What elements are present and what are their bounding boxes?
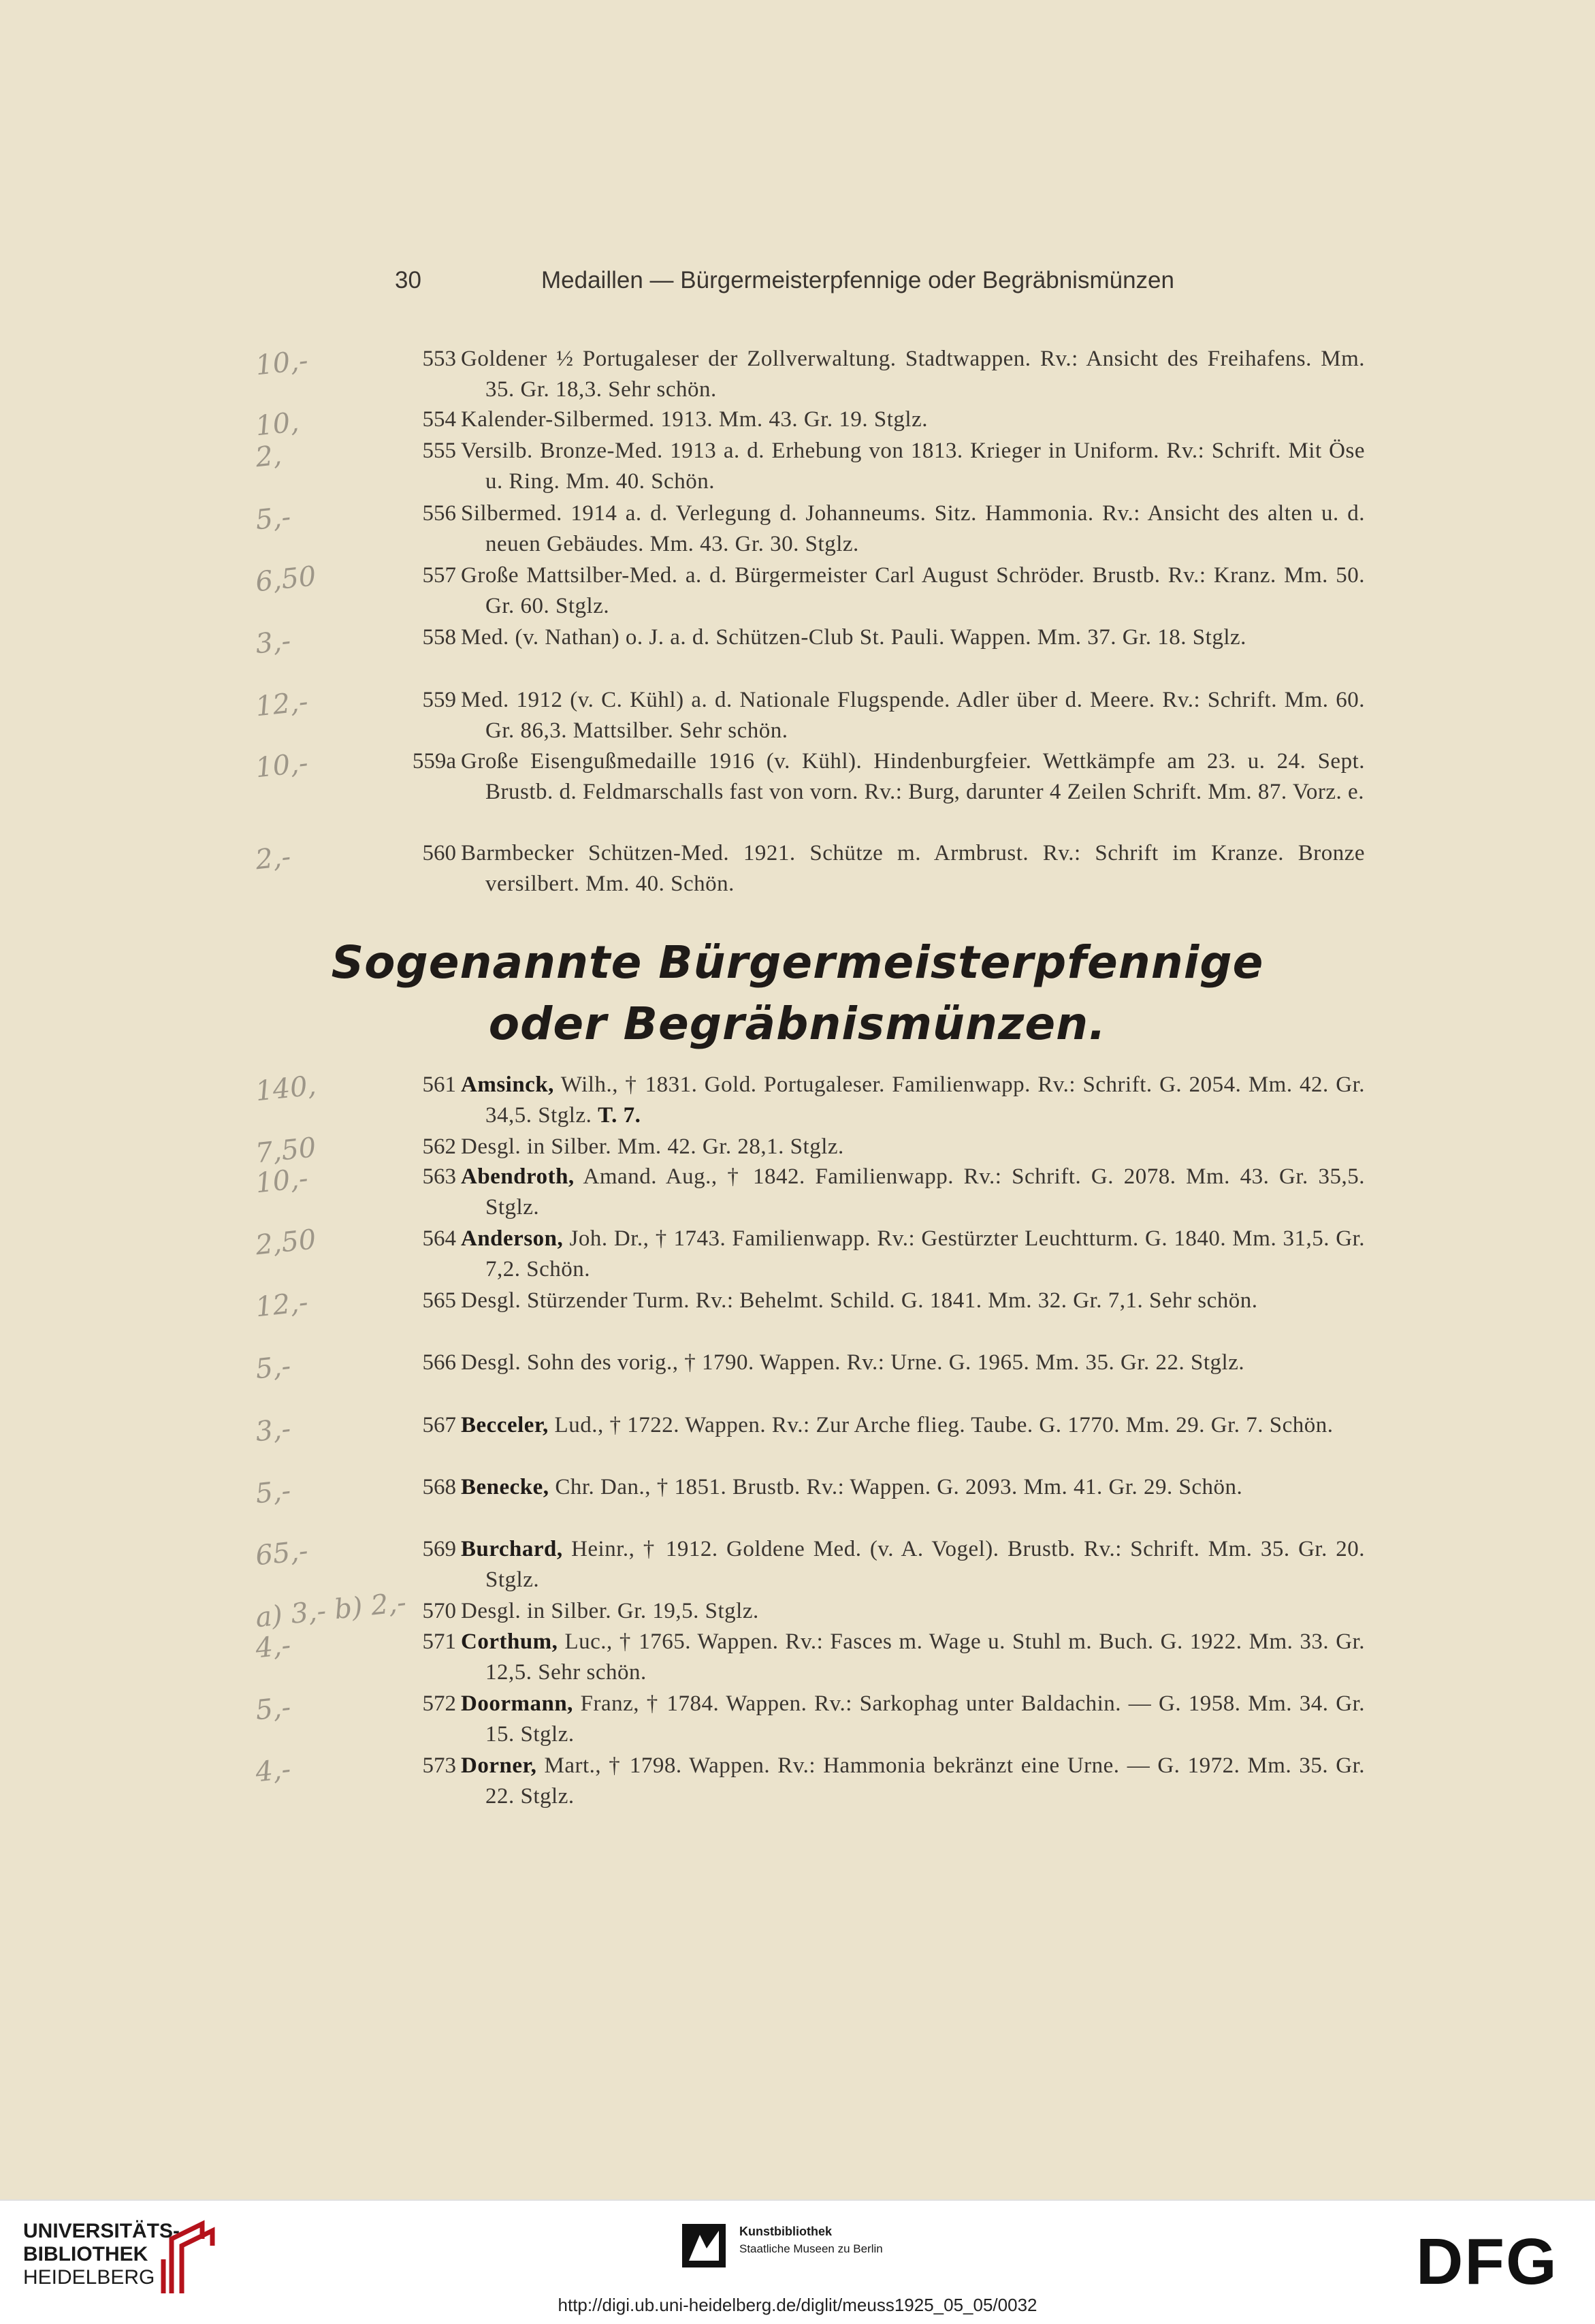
lot-description: Große Mattsilber-Med. a. d. Bürgermeister Carl August Schröder. Brustb. Rv.: Kranz. Mm. 50. Gr. 60. Stglz. (461, 563, 1365, 618)
pencil-price-note: 2,50 (254, 1224, 318, 1262)
lot-description: Silbermed. 1914 a. d. Verlegung d. Johanneums. Sitz. Hammonia. Rv.: Ansicht des alten u. d. neuen Gebäudes. Mm. 43. Gr. 30. Stglz. (461, 501, 1365, 556)
dfg-logo[interactable]: DFG (1416, 2225, 1558, 2298)
lot-number: 567 (422, 1413, 456, 1437)
pencil-price-note: 10, (254, 406, 301, 443)
pencil-price-note: 5,- (254, 1475, 293, 1510)
pencil-price-note: 5,- (254, 1350, 293, 1386)
pencil-price-note: 3,- (254, 1413, 293, 1448)
lot-number: 572 (422, 1691, 456, 1716)
ub-line3: HEIDELBERG (23, 2266, 155, 2289)
lot-number: 562 (422, 1134, 456, 1159)
lot-description: Desgl. in Silber. Mm. 42. Gr. 28,1. Stglz. (461, 1134, 844, 1159)
pencil-price-note: 3,- (254, 625, 293, 660)
kunstbibliothek-logo-icon (679, 2221, 728, 2270)
lot-description: Amsinck, Wilh., † 1831. Gold. Portugaleser. Familienwapp. Rv.: Schrift. G. 2054. Mm. 42. Gr. 34,5. Stglz. T. 7. (461, 1072, 1365, 1128)
lot-number: 555 (422, 439, 456, 463)
section-heading-line1: Sogenannte Bürgermeisterpfennige (331, 936, 1264, 989)
permalink-url[interactable]: http://digi.ub.uni-heidelberg.de/diglit/meuss1925_05_05/0032 (558, 2295, 1037, 2315)
lot-number: 564 (422, 1226, 456, 1251)
ub-heidelberg-logo-icon (158, 2218, 219, 2297)
lot-number: 559 (422, 688, 456, 712)
kb-line2: Staatliche Museen zu Berlin (739, 2242, 883, 2255)
lot-description: Große Eisengußmedaille 1916 (v. Kühl). Hindenburgfeier. Wettkämpfe am 23. u. 24. Sept. Brustb. d. Feldmarschalls fast von vorn. Rv.: Burg, darunter 4 Zeilen Schrift. Mm. 87. Vorz. e. (461, 749, 1365, 804)
page-number: 30 (395, 267, 421, 293)
lot-number: 553 (422, 347, 456, 371)
lot-description: Barmbecker Schützen-Med. 1921. Schütze m. Armbrust. Rv.: Schrift im Kranze. Bronze versilbert. Mm. 40. Schön. (461, 841, 1365, 896)
lot-description: Med. (v. Nathan) o. J. a. d. Schützen-Club St. Pauli. Wappen. Mm. 37. Gr. 18. Stglz. (461, 625, 1246, 650)
pencil-price-note: 12,- (254, 1286, 310, 1324)
lot-number: 571 (422, 1629, 456, 1654)
pencil-price-note: 2,- (254, 841, 293, 876)
pencil-price-note: 10,- (254, 747, 310, 784)
lot-number: 558 (422, 625, 456, 650)
pencil-price-note: 2, (254, 439, 283, 474)
pencil-price-note: 4,- (254, 1753, 293, 1789)
lot-number: 573 (422, 1753, 456, 1778)
lot-description: Goldener ½ Portugaleser der Zollverwaltung. Stadtwappen. Rv.: Ansicht des Freihafens. Mm. 35. Gr. 18,3. Sehr schön. (461, 347, 1365, 402)
running-head (395, 267, 1174, 294)
ub-line1: UNIVERSITÄTS- (23, 2220, 180, 2242)
ub-heidelberg-wordmark[interactable] (23, 2220, 180, 2289)
pencil-price-note: 5,- (254, 1691, 293, 1727)
lot-description: Med. 1912 (v. C. Kühl) a. d. Nationale Flugspende. Adler über d. Meere. Rv.: Schrift. Mm. 60. Gr. 86,3. Mattsilber. Sehr schön. (461, 688, 1365, 743)
lot-description: Versilb. Bronze-Med. 1913 a. d. Erhebung von 1813. Krieger in Uniform. Rv.: Schrift. Mit Öse u. Ring. Mm. 40. Schön. (461, 439, 1365, 494)
pencil-price-note: 5,- (254, 501, 293, 537)
pencil-price-note: 140, (254, 1070, 318, 1108)
lot-description: Corthum, Luc., † 1765. Wappen. Rv.: Fasces m. Wage u. Stuhl m. Buch. G. 1922. Mm. 33. Gr. 12,5. Sehr schön. (461, 1629, 1365, 1685)
running-head-title: Medaillen — Bürgermeisterpfennige oder Begräbnismünzen (541, 267, 1174, 293)
lot-number: 563 (422, 1164, 456, 1189)
lot-description: Desgl. in Silber. Gr. 19,5. Stglz. (461, 1599, 759, 1623)
pencil-price-note: 6,50 (254, 560, 318, 599)
pencil-price-note: 12,- (254, 686, 310, 723)
pencil-price-note: 7,50 (254, 1132, 318, 1170)
lot-number: 561 (422, 1072, 456, 1097)
lot-description: Anderson, Joh. Dr., † 1743. Familienwapp. Rv.: Gestürzter Leuchtturm. G. 1840. Mm. 31,5. Gr. 7,2. Schön. (461, 1226, 1365, 1282)
lot-number: 559a (412, 749, 456, 774)
lot-number: 565 (422, 1288, 456, 1313)
lot-number: 570 (422, 1599, 456, 1623)
lot-description: Desgl. Sohn des vorig., † 1790. Wappen. Rv.: Urne. G. 1965. Mm. 35. Gr. 22. Stglz. (461, 1350, 1245, 1375)
lot-number: 556 (422, 501, 456, 526)
lot-number: 568 (422, 1475, 456, 1499)
lot-number: 569 (422, 1537, 456, 1561)
lot-description: Becceler, Lud., † 1722. Wappen. Rv.: Zur Arche flieg. Taube. G. 1770. Mm. 29. Gr. 7. Schön. (461, 1413, 1334, 1437)
pencil-price-note: a) 3,- b) 2,- (254, 1587, 408, 1634)
lot-description: Dorner, Mart., † 1798. Wappen. Rv.: Hammonia bekränzt eine Urne. — G. 1972. Mm. 35. Gr. 22. Stglz. (461, 1753, 1365, 1809)
pencil-price-note: 10,- (254, 345, 310, 382)
lot-description: Abendroth, Amand. Aug., † 1842. Familienwapp. Rv.: Schrift. G. 2078. Mm. 43. Gr. 35,5. Stglz. (461, 1164, 1365, 1220)
lot-description: Kalender-Silbermed. 1913. Mm. 43. Gr. 19. Stglz. (461, 407, 928, 432)
pencil-price-note: 10,- (254, 1162, 310, 1200)
viewer-footer (0, 2199, 1595, 2324)
pencil-price-note: 65,- (254, 1535, 310, 1572)
ub-line2: BIBLIOTHEK (23, 2243, 148, 2265)
lot-number: 554 (422, 407, 456, 432)
kb-line1: Kunstbibliothek (739, 2225, 832, 2238)
lot-number: 560 (422, 841, 456, 865)
lot-description: Doormann, Franz, † 1784. Wappen. Rv.: Sarkophag unter Baldachin. — G. 1958. Mm. 34. Gr. 15. Stglz. (461, 1691, 1365, 1747)
lot-description: Desgl. Stürzender Turm. Rv.: Behelmt. Schild. G. 1841. Mm. 32. Gr. 7,1. Sehr schön. (461, 1288, 1258, 1313)
kunstbibliothek-wordmark[interactable] (739, 2223, 883, 2258)
lot-number: 566 (422, 1350, 456, 1375)
lot-description: Burchard, Heinr., † 1912. Goldene Med. (v. A. Vogel). Brustb. Rv.: Schrift. Mm. 35. Gr. 20. Stglz. (461, 1537, 1365, 1592)
lot-description: Benecke, Chr. Dan., † 1851. Brustb. Rv.: Wappen. G. 2093. Mm. 41. Gr. 29. Schön. (461, 1475, 1243, 1499)
pencil-price-note: 4,- (254, 1629, 293, 1665)
section-heading-line2: oder Begräbnismünzen. (488, 998, 1107, 1050)
lot-number: 557 (422, 563, 456, 588)
